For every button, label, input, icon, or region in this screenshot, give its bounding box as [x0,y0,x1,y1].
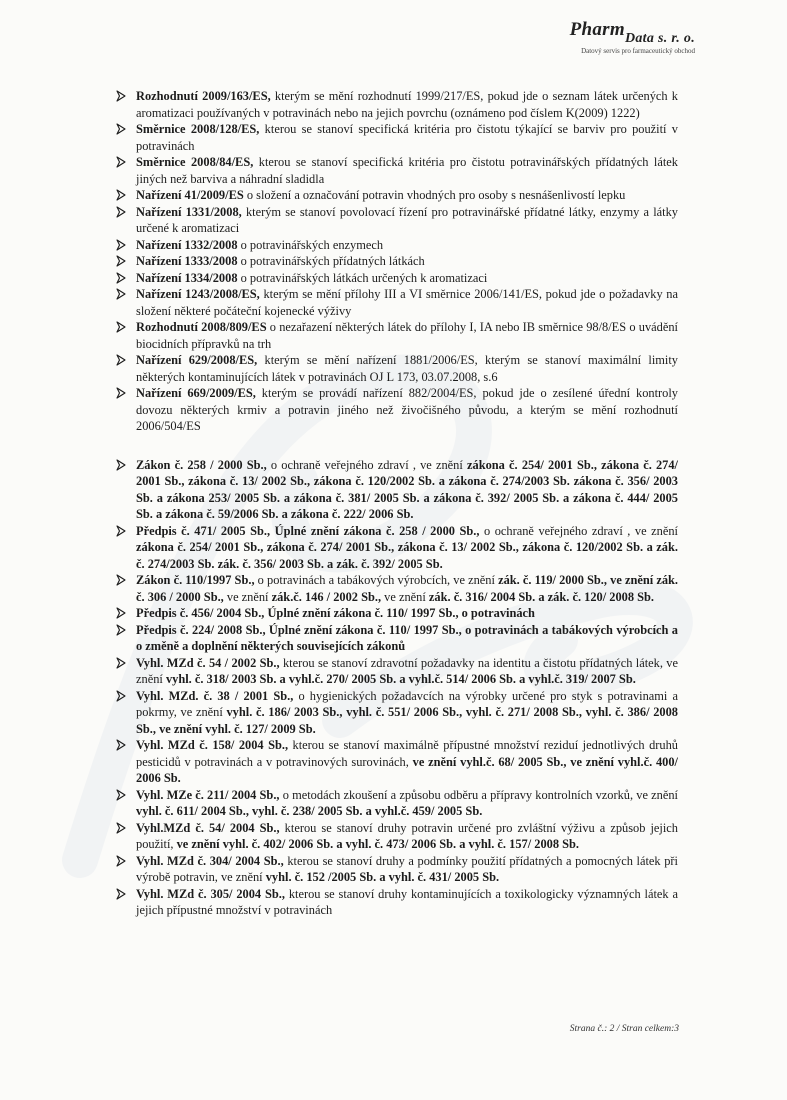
page-footer: Strana č.: 2 / Stran celkem:3 [569,1024,679,1034]
regulation-ref: ve znění vyhl.č. 68/ 2005 Sb., ve znění vyhl.č. 400/ 2006 Sb. [136,754,678,785]
regulation-text: kterým se mění přílohy III a VI směrnice 2006/141/ES, pokud jde o požadavky na složení některé počáteční kojenecké výživy [136,287,679,318]
regulation-ref: Vyhl. MZd č. 158/ 2004 Sb., [136,738,289,752]
regulation-ref: Rozhodnutí 2008/809/ES [136,320,267,334]
regulation-text: o hygienických požadavcích na výrobky určené pro styk s potravinami a pokrmy, ve znění [136,688,678,719]
regulation-ref: Vyhl. MZd č. 54 / 2002 Sb., [136,655,280,670]
regulation-text: kterým se mění nařízení 1881/2006/ES, kterým se stanoví maximální limity některých kontaminujících látek v potravinách OJ L 173, 03.07.2008, s.6 [136,353,678,384]
regulation-ref: Předpis č. 471/ 2005 Sb., Úplné znění zákona č. 258 / 2000 Sb., [136,523,480,538]
regulation-ref: Vyhl. MZe č. 211/ 2004 Sb., [136,787,280,802]
regulation-item [118,787,678,820]
arrow-bullet-icon [114,320,128,334]
regulation-text: kterou se stanoví druhy kontaminujících a toxikologicky významných látek a jejich přípustné množství v potravinách [136,886,678,917]
logo-sub: Data s. r. o. [624,31,695,46]
regulation-item [118,886,678,919]
regulation-text: o ochraně veřejného zdraví , ve znění [479,523,678,538]
company-logo [570,20,695,55]
regulation-item [118,572,678,605]
section-gap [118,435,678,457]
regulation-ref: Nařízení 669/2009/ES, [136,386,256,400]
regulation-text: o ochraně veřejného zdraví , ve znění [266,457,467,472]
regulation-text: kterým se provádí nařízení 882/2004/ES, pokud jde o zesílené úřední kontroly dovozu některých krmiv a potravin jiného než živočišného původu, a kterým se mění rozhodnutí 2006/504/ES [136,386,679,433]
regulation-ref: zák. č. 316/ 2004 Sb. a zák. č. 120/ 2008 Sb. [428,589,655,604]
regulation-ref: Vyhl. MZd č. 305/ 2004 Sb., [136,886,285,901]
regulation-ref: vyhl. č. 152 /2005 Sb. a vyhl. č. 431/ 2005 Sb. [265,870,500,884]
regulation-item [118,154,678,187]
regulation-item [118,737,678,787]
regulation-ref: Vyhl. MZd. č. 38 / 2001 Sb., [136,688,294,703]
regulation-text: ve znění [381,589,429,604]
regulation-ref: Zákon č. 258 / 2000 Sb., [136,457,267,472]
regulation-item [118,204,678,237]
regulation-text: kterou se stanoví specifická kritéria pro čistotu potravinářských přídatných látek jiných než barviva a náhradní sladidla [136,155,678,186]
regulation-item [118,820,678,853]
regulation-ref: Zákon č. 110/1997 Sb., [136,573,255,587]
arrow-bullet-icon [114,89,128,103]
regulation-text: kterou se stanoví maximálně přípustné množství reziduí jednotlivých druhů pesticidů v potravinách a v potravinových surovinách, [136,738,678,769]
regulation-item [118,187,678,204]
regulation-item [118,286,678,319]
regulation-ref: Vyhl. MZd č. 304/ 2004 Sb., [136,853,284,868]
regulation-ref: zákona č. 254/ 2001 Sb., zákona č. 274/ 2001 Sb., zákona č. 13/ 2002 Sb., zákona č. 120/2002 Sb. a zákona č. 274/2003 Sb. zákona č. 356/ 2003 Sb. a zákona 253/ 2005 Sb. a zákona č. 381/ 2005 Sb. a zákona č. 392/ 2005 Sb. a zákona č. 444/ 2005 Sb. a zákona č. 59/2006 Sb. a zákona č. 222/ 2006 Sb. [136,457,678,521]
regulation-item [118,655,678,688]
regulation-ref: vyhl. č. 186/ 2003 Sb., vyhl. č. 551/ 2006 Sb., vyhl. č. 271/ 2008 Sb., vyhl. č. 386/ 2008 Sb., ve znění vyhl. č. 127/ 2009 Sb. [136,705,678,736]
regulation-ref: vyhl. č. 318/ 2003 Sb. a vyhl.č. 270/ 2005 Sb. a vyhl.č. 514/ 2006 Sb. a vyhl.č. 319/ 2007 Sb. [165,672,636,686]
arrow-bullet-icon [114,386,128,400]
arrow-bullet-icon [114,122,128,136]
regulation-ref: Nařízení 1333/2008 [136,254,238,268]
regulation-ref: zák. č. 119/ 2000 Sb., ve znění zák. č. 306 / 2000 Sb., [136,573,678,604]
arrow-bullet-icon [114,287,128,301]
regulation-item [118,853,678,886]
regulation-item [118,688,678,738]
regulation-ref: Předpis č. 456/ 2004 Sb., Úplné znění zákona č. 110/ 1997 Sb., o potravinách [136,606,535,620]
arrow-bullet-icon [114,458,128,472]
regulation-text: o metodách zkoušení a způsobu odběru a přípravy kontrolních vzorků, ve znění [279,787,678,802]
regulation-text: ve znění [223,589,272,604]
document-body [118,88,678,919]
logo-mark [569,19,695,46]
regulation-item [118,88,678,121]
arrow-bullet-icon [114,205,128,219]
arrow-bullet-icon [114,188,128,202]
regulation-ref: Vyhl.MZd č. 54/ 2004 Sb., [136,820,280,835]
regulation-item [118,622,678,655]
regulation-item [118,121,678,154]
regulation-ref: ve znění vyhl. č. 402/ 2006 Sb. a vyhl. č. 473/ 2006 Sb. a vyhl. č. 157/ 2008 Sb. [176,837,580,851]
regulation-item [118,523,678,573]
regulation-item [118,237,678,254]
arrow-bullet-icon [114,854,128,868]
arrow-bullet-icon [114,155,128,169]
regulation-ref: Nařízení 41/2009/ES [136,188,244,202]
regulation-text: o nezařazení některých látek do přílohy I, IA nebo IB směrnice 98/8/ES o uvádění biocidních přípravků na trh [136,320,678,351]
regulation-ref: Nařízení 1332/2008 [136,237,238,252]
arrow-bullet-icon [114,738,128,752]
regulation-item [118,253,678,270]
regulation-ref: Rozhodnutí 2009/163/ES, [136,89,271,103]
regulation-text: kterou se stanoví specifická kritéria pro čistotu týkající se barviv pro použití v potravinách [136,122,678,153]
regulation-text: o potravinářských enzymech [237,237,384,252]
regulation-ref: Předpis č. 224/ 2008 Sb., Úplné znění zákona č. 110/ 1997 Sb., o potravinách a tabákových výrobcích a o změně a doplnění některých souvisejících zákonů [136,622,678,653]
arrow-bullet-icon [114,821,128,835]
arrow-bullet-icon [114,353,128,367]
arrow-bullet-icon [114,573,128,587]
regulation-item [118,385,678,435]
regulation-text: o potravinářských látkách určených k aromatizaci [237,270,488,285]
arrow-bullet-icon [114,656,128,670]
regulation-text: o potravinářských přídatných látkách [237,254,425,268]
arrow-bullet-icon [114,887,128,901]
regulation-text: kterou se stanoví druhy potravin určené pro zvláštní výživu a způsob jejich použití, [136,820,678,851]
regulation-text: kterým se mění rozhodnutí 1999/217/ES, pokud jde o seznam látek určených k aromatizaci používaných v potravinách nebo na jejich povrchu (oznámeno pod číslem K(2009) 1222) [136,89,678,120]
regulation-text: o potravinách a tabákových výrobcích, ve znění [254,573,499,587]
arrow-bullet-icon [114,623,128,637]
regulation-ref: Nařízení 629/2008/ES, [136,353,258,367]
arrow-bullet-icon [114,606,128,620]
regulation-item [118,319,678,352]
regulation-item [118,605,678,622]
regulation-ref: zákona č. 254/ 2001 Sb., zákona č. 274/ 2001 Sb., zákona č. 13/ 2002 Sb., zákona č. 120/2002 Sb. a zák. č. 274/2003 Sb. zák. č. 356/ 2003 Sb. a zák. č. 392/ 2005 Sb. [136,540,678,571]
regulation-text: kterou se stanoví druhy a podmínky použití přídatných a pomocných látek při výrobě potravin, ve znění [136,853,678,884]
regulation-ref: Nařízení 1243/2008/ES, [136,287,260,301]
arrow-bullet-icon [114,689,128,703]
arrow-bullet-icon [114,254,128,268]
arrow-bullet-icon [114,788,128,802]
regulation-ref: vyhl. č. 611/ 2004 Sb., vyhl. č. 238/ 2005 Sb. a vyhl.č. 459/ 2005 Sb. [136,804,483,818]
regulations-list-eu [118,88,678,435]
regulation-ref: Nařízení 1334/2008 [136,270,238,285]
arrow-bullet-icon [114,271,128,285]
regulation-text: kterým se stanoví povolovací řízení pro potravinářské přídatné látky, enzymy a látky určené k aromatizaci [136,204,678,235]
regulation-item [118,352,678,385]
arrow-bullet-icon [114,524,128,538]
regulation-ref: zák.č. 146 / 2002 Sb., [271,589,382,604]
logo-tagline: Datový servis pro farmaceutický obchod [581,47,695,55]
regulation-item [118,457,678,523]
regulation-ref: Směrnice 2008/84/ES, [136,155,254,169]
arrow-bullet-icon [114,238,128,252]
logo-name: Pharm [569,19,625,40]
regulation-ref: Směrnice 2008/128/ES, [136,122,260,136]
regulations-list-cz [118,457,678,919]
regulation-ref: Nařízení 1331/2008, [136,204,242,219]
regulation-text: o složení a označování potravin vhodných pro osoby s nesnášenlivostí lepku [243,188,626,202]
regulation-text: kterou se stanoví zdravotní požadavky na identitu a čistotu přídatných látek, ve znění [136,655,678,686]
regulation-item [118,270,678,287]
